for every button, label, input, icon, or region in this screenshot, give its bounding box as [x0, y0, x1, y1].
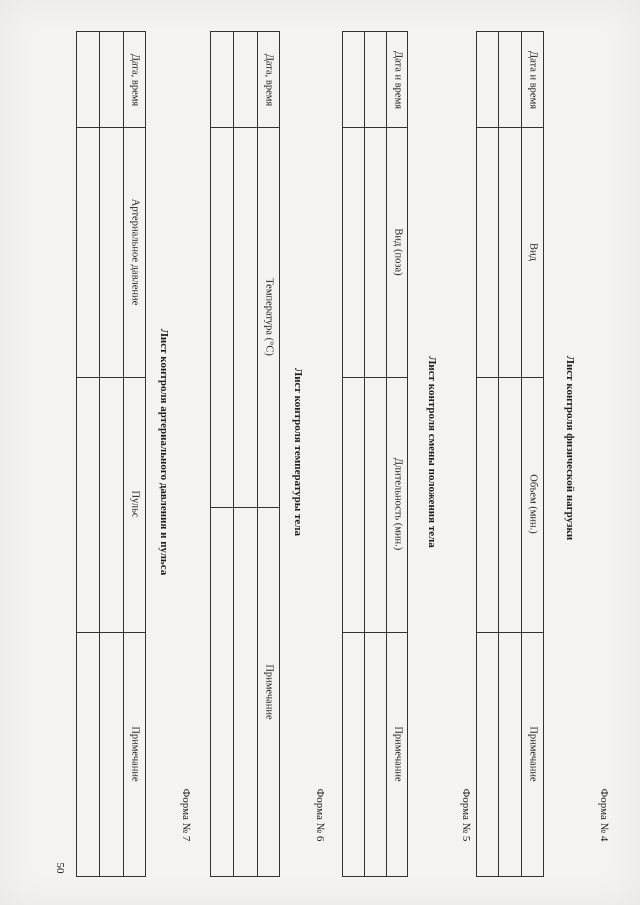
column-header: Длительность (мин.) — [392, 457, 404, 551]
form-table — [210, 31, 280, 877]
table-title: Лист контроля физической нагрузки — [564, 355, 576, 541]
column-header: Примечание — [129, 726, 141, 782]
form-table — [476, 31, 544, 877]
column-header: Дата и время — [527, 50, 539, 110]
form-label: Форма № 4 — [598, 788, 610, 842]
column-header: Вид — [527, 243, 539, 261]
column-header: Пульс — [129, 490, 141, 518]
column-header: Примечание — [527, 726, 539, 782]
column-header: Дата, время — [129, 53, 141, 107]
column-header: Температура (°С) — [263, 278, 275, 356]
column-header: Дата и время — [392, 50, 404, 110]
form-label: Форма № 5 — [460, 788, 472, 842]
page-number: 50 — [54, 862, 66, 874]
table-title: Лист контроля температуры тела — [292, 368, 304, 536]
column-header: Артериальное давление — [129, 198, 141, 306]
column-header: Дата, время — [263, 53, 275, 107]
form-label: Форма № 7 — [180, 788, 192, 842]
column-header: Вид (поза) — [392, 228, 404, 276]
column-header: Примечание — [392, 726, 404, 782]
form-label: Форма № 6 — [314, 788, 326, 842]
column-header: Объем (мин.) — [527, 474, 539, 534]
table-title: Лист контроля артериального давления и пульса — [158, 328, 170, 576]
column-header: Примечание — [263, 664, 275, 720]
table-title: Лист контроля смены положения тела — [426, 356, 438, 548]
form-table — [76, 31, 146, 877]
form-table — [342, 31, 408, 877]
